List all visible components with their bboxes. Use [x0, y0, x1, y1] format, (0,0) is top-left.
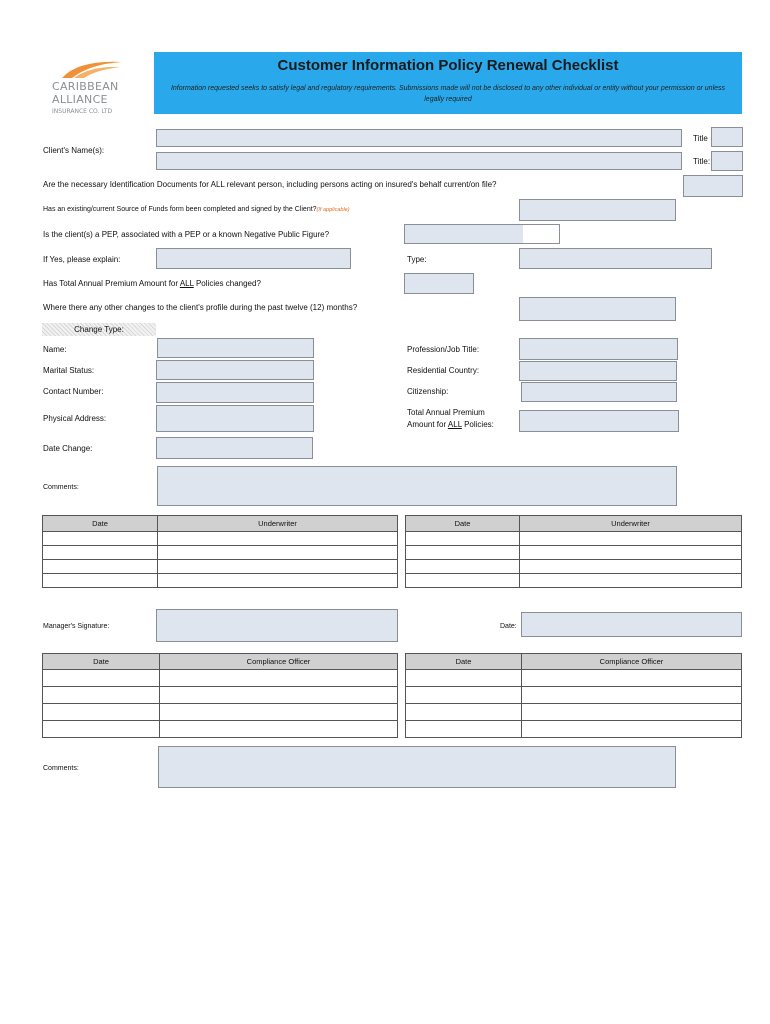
source-funds-note: (If applicable) — [316, 207, 350, 213]
premium-label-line1: Total Annual Premium — [407, 408, 485, 417]
table-row — [406, 670, 742, 687]
other-changes-field[interactable] — [519, 297, 676, 321]
clients-name-label: Client's Name(s): — [43, 146, 105, 155]
manager-date-label: Date: — [500, 623, 517, 630]
table-cell[interactable] — [522, 704, 742, 721]
table-row — [43, 670, 398, 687]
underwriter-date-header: Date — [43, 516, 158, 532]
table-cell[interactable] — [406, 670, 522, 687]
title-field-1[interactable] — [711, 127, 743, 147]
table-cell[interactable] — [43, 704, 160, 721]
title-label-1: Title — [693, 134, 708, 143]
other-changes-question: Where there any other changes to the client's profile during the past twelve (12) months? — [43, 303, 358, 312]
premium-question-pre: Has Total Annual Premium Amount for — [43, 279, 180, 288]
source-funds-question — [43, 206, 350, 213]
manager-signature-label: Manager's Signature: — [43, 623, 110, 630]
table-cell[interactable] — [160, 721, 398, 738]
underwriter-table-right — [405, 515, 742, 588]
citizenship-label: Citizenship: — [407, 387, 449, 396]
premium-changed-field[interactable] — [404, 273, 474, 294]
table-header-row — [406, 516, 742, 532]
type-label: Type: — [407, 255, 427, 264]
page-subtitle: Information requested seeks to satisfy legal and regulatory requirements. Submissions made will not be disclosed to any other individual or entity without your permission or unless legally required — [170, 85, 726, 103]
table-row — [406, 574, 742, 588]
compliance-date-header: Date — [406, 654, 522, 670]
marital-label: Marital Status: — [43, 366, 95, 375]
table-row — [406, 560, 742, 574]
table-cell[interactable] — [406, 546, 520, 560]
premium-question-all: ALL — [179, 279, 194, 288]
table-cell[interactable] — [43, 560, 158, 574]
premium-line2-post: Policies: — [461, 420, 494, 429]
table-cell[interactable] — [522, 687, 742, 704]
table-row — [406, 704, 742, 721]
table-header-row — [43, 516, 398, 532]
table-row — [43, 560, 398, 574]
table-cell[interactable] — [43, 532, 158, 546]
client-name-field-1[interactable] — [156, 129, 682, 147]
table-cell[interactable] — [158, 532, 398, 546]
table-row — [43, 532, 398, 546]
manager-signature-field[interactable] — [156, 609, 398, 642]
source-funds-field[interactable] — [519, 199, 676, 221]
table-cell[interactable] — [406, 704, 522, 721]
table-cell[interactable] — [43, 546, 158, 560]
footer-comments-field[interactable] — [158, 746, 676, 788]
table-cell[interactable] — [520, 560, 742, 574]
table-cell[interactable] — [158, 546, 398, 560]
name-field[interactable] — [157, 338, 314, 358]
contact-label: Contact Number: — [43, 387, 104, 396]
logo-swoosh-icon — [60, 58, 124, 80]
title-label-2: Title: — [693, 157, 711, 166]
premium-label-line2 — [407, 420, 494, 429]
date-change-field[interactable] — [156, 437, 313, 459]
table-cell[interactable] — [43, 721, 160, 738]
table-cell[interactable] — [406, 560, 520, 574]
change-comments-label: Comments: — [43, 484, 79, 491]
source-funds-text: Has an existing/current Source of Funds form been completed and signed by the Client? — [43, 206, 317, 213]
address-field[interactable] — [156, 405, 314, 432]
table-row — [406, 546, 742, 560]
table-cell[interactable] — [160, 687, 398, 704]
logo-line1: CARIBBEAN — [52, 80, 119, 93]
citizenship-field[interactable] — [521, 382, 677, 402]
if-yes-label: If Yes, please explain: — [43, 255, 121, 264]
underwriter-header: Underwriter — [520, 516, 742, 532]
table-cell[interactable] — [406, 532, 520, 546]
header-banner — [154, 52, 742, 114]
table-cell[interactable] — [43, 687, 160, 704]
premium-line2-pre: Amount for — [407, 420, 448, 429]
logo-line2: ALLIANCE — [52, 93, 108, 106]
table-cell[interactable] — [43, 670, 160, 687]
profession-label: Profession/Job Title: — [407, 345, 480, 354]
underwriter-table-left — [42, 515, 398, 588]
table-row — [43, 546, 398, 560]
pep-field[interactable] — [404, 224, 560, 244]
compliance-officer-header: Compliance Officer — [160, 654, 398, 670]
name-label: Name: — [43, 345, 67, 354]
table-cell[interactable] — [160, 670, 398, 687]
table-cell[interactable] — [520, 532, 742, 546]
table-header-row — [43, 654, 398, 670]
page-title: Customer Information Policy Renewal Checklist — [277, 57, 619, 74]
change-type-heading: Change Type: — [42, 323, 156, 336]
table-row — [406, 721, 742, 738]
table-header-row — [406, 654, 742, 670]
premium-amount-field[interactable] — [519, 410, 679, 432]
marital-field[interactable] — [156, 360, 314, 380]
if-yes-field[interactable] — [156, 248, 351, 269]
premium-line2-all: ALL — [447, 420, 462, 429]
address-label: Physical Address: — [43, 414, 107, 423]
compliance-date-header: Date — [43, 654, 160, 670]
manager-date-field[interactable] — [521, 612, 742, 637]
footer-comments-label: Comments: — [43, 765, 79, 772]
table-row — [43, 721, 398, 738]
table-row — [406, 532, 742, 546]
table-cell[interactable] — [406, 721, 522, 738]
compliance-table-right — [405, 653, 742, 738]
table-cell[interactable] — [158, 574, 398, 588]
table-cell[interactable] — [406, 687, 522, 704]
table-row — [406, 687, 742, 704]
table-cell[interactable] — [406, 574, 520, 588]
underwriter-date-header: Date — [406, 516, 520, 532]
table-row — [43, 687, 398, 704]
table-cell[interactable] — [43, 574, 158, 588]
company-logo — [50, 58, 130, 120]
change-comments-field[interactable] — [157, 466, 677, 506]
date-change-label: Date Change: — [43, 444, 93, 453]
type-field[interactable] — [519, 248, 712, 269]
residential-field[interactable] — [519, 361, 677, 381]
profession-field[interactable] — [519, 338, 678, 360]
contact-field[interactable] — [156, 382, 314, 403]
title-field-2[interactable] — [711, 151, 743, 171]
residential-label: Residential Country: — [407, 366, 480, 375]
logo-line3: INSURANCE CO. LTD — [52, 108, 113, 115]
table-cell[interactable] — [522, 670, 742, 687]
table-cell[interactable] — [520, 546, 742, 560]
premium-question-post: Policies changed? — [193, 279, 261, 288]
id-docs-question: Are the necessary Identification Documents for ALL relevant person, including persons acting on insured's behalf current/on file? — [43, 180, 497, 189]
underwriter-header: Underwriter — [158, 516, 398, 532]
table-row — [43, 574, 398, 588]
table-cell[interactable] — [520, 574, 742, 588]
client-name-field-2[interactable] — [156, 152, 682, 170]
compliance-officer-header: Compliance Officer — [522, 654, 742, 670]
compliance-table-left — [42, 653, 398, 738]
pep-question: Is the client(s) a PEP, associated with a PEP or a known Negative Public Figure? — [43, 230, 330, 239]
id-docs-field[interactable] — [683, 175, 743, 197]
table-row — [43, 704, 398, 721]
premium-question — [43, 279, 261, 288]
table-cell[interactable] — [522, 721, 742, 738]
table-cell[interactable] — [160, 704, 398, 721]
table-cell[interactable] — [158, 560, 398, 574]
